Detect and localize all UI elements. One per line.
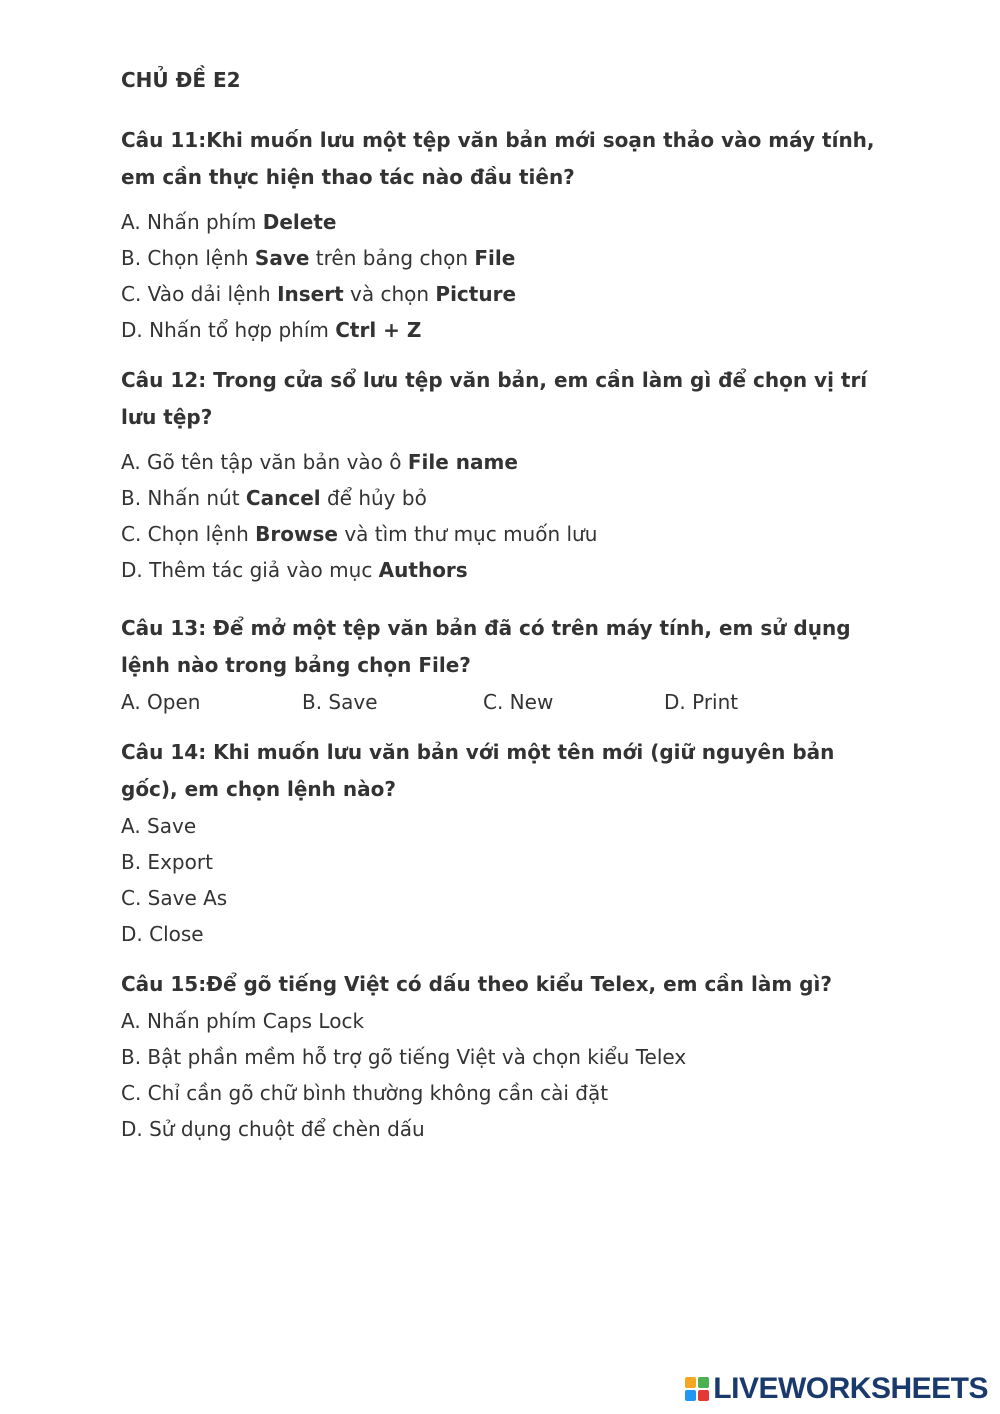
option-d[interactable]: D. Sử dụng chuột để chèn dấu bbox=[121, 1117, 425, 1141]
options-list bbox=[121, 204, 881, 348]
option-a[interactable]: A. Gõ tên tập văn bản vào ô File name bbox=[121, 450, 518, 474]
option-c[interactable]: C. Chỉ cần gõ chữ bình thường không cần cài đặt bbox=[121, 1081, 609, 1105]
option-c[interactable]: C. Chọn lệnh Browse và tìm thư mục muốn lưu bbox=[121, 522, 598, 546]
question-12 bbox=[121, 362, 881, 588]
logo-mark-icon bbox=[685, 1377, 709, 1401]
options-list bbox=[121, 808, 881, 952]
question-text: Câu 11:Khi muốn lưu một tệp văn bản mới soạn thảo vào máy tính, em cần thực hiện thao tác nào đầu tiên? bbox=[121, 128, 875, 189]
question-15 bbox=[121, 966, 881, 1147]
logo-square-1 bbox=[685, 1377, 696, 1388]
option-d[interactable]: D. Print bbox=[664, 690, 739, 714]
options-row bbox=[121, 684, 881, 720]
option-a[interactable]: A. Nhấn phím Caps Lock bbox=[121, 1009, 365, 1033]
logo-square-3 bbox=[685, 1390, 696, 1401]
question-text: Câu 12: Trong cửa sổ lưu tệp văn bản, em cần làm gì để chọn vị trí lưu tệp? bbox=[121, 368, 868, 429]
logo-square-2 bbox=[698, 1377, 709, 1388]
option-a[interactable]: A. Save bbox=[121, 814, 197, 838]
question-13 bbox=[121, 610, 881, 720]
logo-square-4 bbox=[698, 1390, 709, 1401]
option-d[interactable]: D. Nhấn tổ hợp phím Ctrl + Z bbox=[121, 318, 422, 342]
option-d[interactable]: D. Close bbox=[121, 922, 204, 946]
option-c[interactable]: C. Save As bbox=[121, 886, 228, 910]
worksheet-page bbox=[121, 62, 881, 1161]
question-text: Câu 15:Để gõ tiếng Việt có dấu theo kiểu Telex, em cần làm gì? bbox=[121, 972, 832, 996]
option-d[interactable]: D. Thêm tác giả vào mục Authors bbox=[121, 558, 468, 582]
option-b[interactable]: B. Chọn lệnh Save trên bảng chọn File bbox=[121, 246, 516, 270]
question-14 bbox=[121, 734, 881, 952]
option-a[interactable]: A. Nhấn phím Delete bbox=[121, 210, 337, 234]
options-list bbox=[121, 1003, 881, 1147]
option-c[interactable]: C. New bbox=[483, 690, 554, 714]
options-list bbox=[121, 444, 881, 588]
logo-text: LIVEWORKSHEETS bbox=[713, 1372, 988, 1405]
option-b[interactable]: B. Save bbox=[302, 690, 378, 714]
option-b[interactable]: B. Export bbox=[121, 850, 213, 874]
question-11 bbox=[121, 122, 881, 348]
liveworksheets-logo[interactable] bbox=[685, 1371, 988, 1407]
question-text: Câu 14: Khi muốn lưu văn bản với một tên mới (giữ nguyên bản gốc), em chọn lệnh nào? bbox=[121, 740, 835, 801]
page-title: CHỦ ĐỀ E2 bbox=[121, 68, 241, 92]
option-c[interactable]: C. Vào dải lệnh Insert và chọn Picture bbox=[121, 282, 517, 306]
option-b[interactable]: B. Bật phần mềm hỗ trợ gõ tiếng Việt và chọn kiểu Telex bbox=[121, 1045, 687, 1069]
option-b[interactable]: B. Nhấn nút Cancel để hủy bỏ bbox=[121, 486, 427, 510]
question-text: Câu 13: Để mở một tệp văn bản đã có trên máy tính, em sử dụng lệnh nào trong bảng chọn File? bbox=[121, 616, 851, 677]
option-a[interactable]: A. Open bbox=[121, 690, 201, 714]
